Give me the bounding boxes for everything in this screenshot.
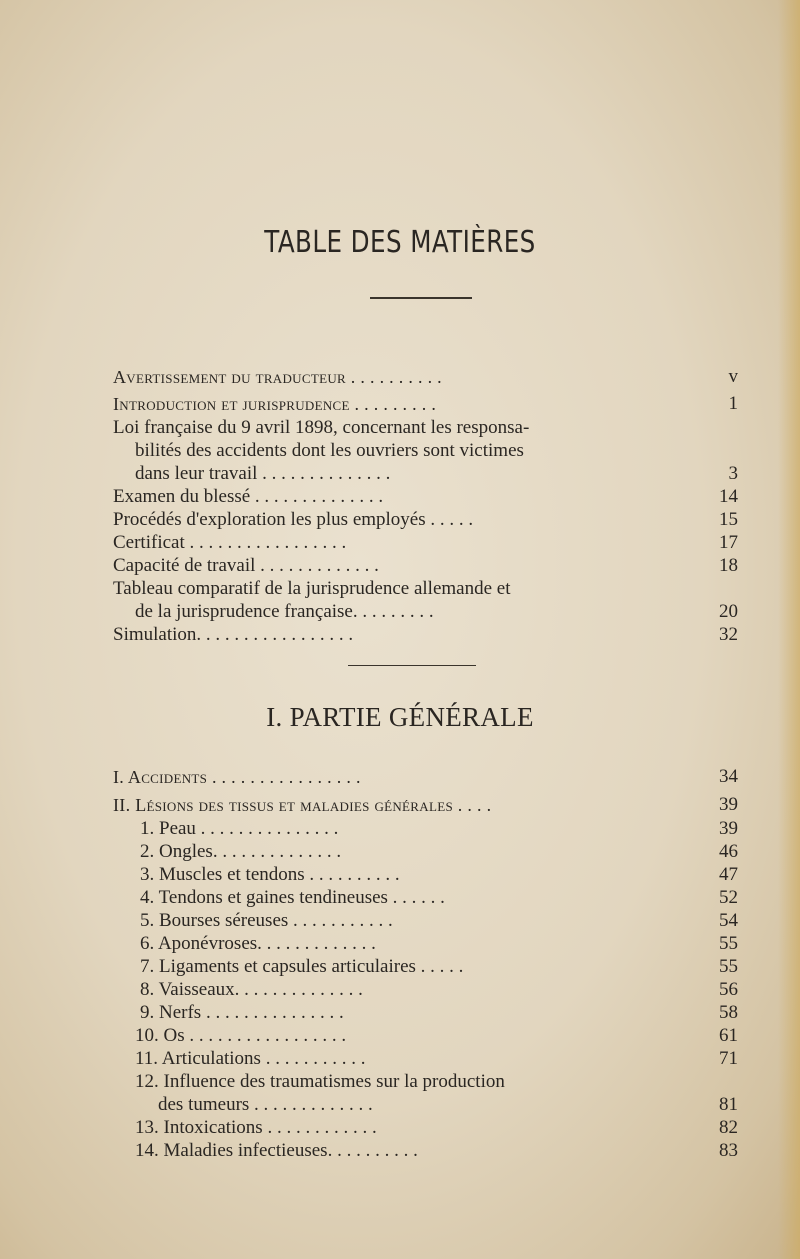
toc-page-number: 32 [719,624,738,645]
toc-entry-tableau-line1[interactable] [0,578,800,600]
toc-entry-label: des tumeurs . . . . . . . . . . . . . [158,1094,373,1115]
toc-entry-label: 2. Ongles. . . . . . . . . . . . . . [140,841,342,862]
toc-page-number: 1 [728,393,738,414]
toc-entry-label: 10. Os . . . . . . . . . . . . . . . . . [135,1025,347,1046]
toc-page-number: 14 [719,486,738,507]
toc-entry-label: 6. Aponévroses. . . . . . . . . . . . . [140,933,376,954]
toc-entry-label: 1. Peau . . . . . . . . . . . . . . . [140,818,339,839]
toc-entry-peau[interactable] [0,818,800,840]
toc-entry-label: 5. Bourses séreuses . . . . . . . . . . . [140,910,393,931]
toc-page-number: 83 [719,1140,738,1161]
toc-page-number: 15 [719,509,738,530]
toc-entry-label: Avertissement du traducteur . . . . . . . . . . [113,367,442,387]
toc-entry-label: Loi française du 9 avril 1898, concernant les responsa- [113,417,530,438]
toc-entry-label: Examen du blessé . . . . . . . . . . . . . . [113,486,384,507]
toc-entry-label: Capacité de travail . . . . . . . . . . . . . [113,555,379,576]
toc-entry-loi-francaise-line3[interactable] [0,463,800,485]
toc-entry-label: 3. Muscles et tendons . . . . . . . . . . [140,864,400,885]
toc-entry-label: bilités des accidents dont les ouvriers sont victimes [135,440,524,461]
toc-entry-certificat[interactable] [0,532,800,554]
toc-entry-introduction[interactable] [0,393,800,415]
toc-page-number: 81 [719,1094,738,1115]
part-title: I. PARTIE GÉNÉRALE [266,702,534,732]
toc-entry-label: II. Lésions des tissus et maladies générales . . . . [113,795,492,815]
toc-page-number: 55 [719,956,738,977]
toc-entry-os[interactable] [0,1025,800,1047]
toc-page-number: 61 [719,1025,738,1046]
toc-page-number: 46 [719,841,738,862]
toc-entry-label: 8. Vaisseaux. . . . . . . . . . . . . . [140,979,363,1000]
toc-entry-label: de la jurisprudence française. . . . . . . . . [135,601,434,622]
page-title: TABLE DES MATIÈRES [264,225,536,260]
toc-entry-vaisseaux[interactable] [0,979,800,1001]
toc-entry-examen[interactable] [0,486,800,508]
toc-entry-label: 4. Tendons et gaines tendineuses . . . . . . [140,887,445,908]
toc-entry-label: 13. Intoxications . . . . . . . . . . . . [135,1117,377,1138]
toc-entry-simulation[interactable] [0,624,800,646]
toc-page-number: 55 [719,933,738,954]
toc-page-number: 3 [728,463,738,484]
toc-page-number: 58 [719,1002,738,1023]
toc-page-number: 39 [719,818,738,839]
toc-entry-label: Introduction et jurisprudence . . . . . . . . . [113,394,437,414]
toc-page-number: 34 [719,766,738,787]
toc-entry-loi-francaise-line1[interactable] [0,417,800,439]
toc-entry-ligaments[interactable] [0,956,800,978]
toc-entry-loi-francaise-line2[interactable] [0,440,800,462]
toc-entry-label: Simulation. . . . . . . . . . . . . . . . . [113,624,354,645]
toc-entry-label: 14. Maladies infectieuses. . . . . . . . . . [135,1140,418,1161]
toc-page-number: 18 [719,555,738,576]
toc-entry-intoxications[interactable] [0,1117,800,1139]
toc-page-number: 17 [719,532,738,553]
toc-page-number: 20 [719,601,738,622]
toc-page-number: v [728,366,738,387]
toc-entry-label: 7. Ligaments et capsules articulaires . . . . . [140,956,464,977]
toc-entry-aponevroses[interactable] [0,933,800,955]
toc-entry-lesions[interactable] [0,794,800,816]
toc-entry-label: 11. Articulations . . . . . . . . . . . [135,1048,366,1069]
toc-entry-label: Certificat . . . . . . . . . . . . . . . . . [113,532,347,553]
toc-entry-tendons[interactable] [0,887,800,909]
toc-page-number: 71 [719,1048,738,1069]
toc-entry-label: I. Accidents . . . . . . . . . . . . . . . . [113,767,361,787]
toc-entry-nerfs[interactable] [0,1002,800,1024]
toc-entry-avertissement[interactable] [0,366,800,388]
title-divider [370,297,472,299]
toc-entry-muscles[interactable] [0,864,800,886]
toc-page-number: 52 [719,887,738,908]
toc-page-number: 56 [719,979,738,1000]
toc-entry-maladies-infectieuses[interactable] [0,1140,800,1162]
toc-entry-tumeurs-line2[interactable] [0,1094,800,1116]
toc-entry-tableau-line2[interactable] [0,601,800,623]
toc-entry-label: dans leur travail . . . . . . . . . . . . . . [135,463,391,484]
toc-entry-capacite[interactable] [0,555,800,577]
section-divider [348,665,476,666]
toc-entry-label: Procédés d'exploration les plus employés . . . . . [113,509,474,530]
toc-page-number: 82 [719,1117,738,1138]
toc-entry-label: 9. Nerfs . . . . . . . . . . . . . . . [140,1002,344,1023]
toc-entry-accidents[interactable] [0,766,800,788]
toc-page-number: 54 [719,910,738,931]
toc-entry-bourses[interactable] [0,910,800,932]
toc-entry-articulations[interactable] [0,1048,800,1070]
toc-entry-tumeurs-line1[interactable] [0,1071,800,1093]
toc-entry-label: 12. Influence des traumatismes sur la production [135,1071,505,1092]
toc-entry-procedes[interactable] [0,509,800,531]
toc-page-number: 39 [719,794,738,815]
toc-entry-ongles[interactable] [0,841,800,863]
toc-entry-label: Tableau comparatif de la jurisprudence allemande et [113,578,511,599]
toc-page-number: 47 [719,864,738,885]
